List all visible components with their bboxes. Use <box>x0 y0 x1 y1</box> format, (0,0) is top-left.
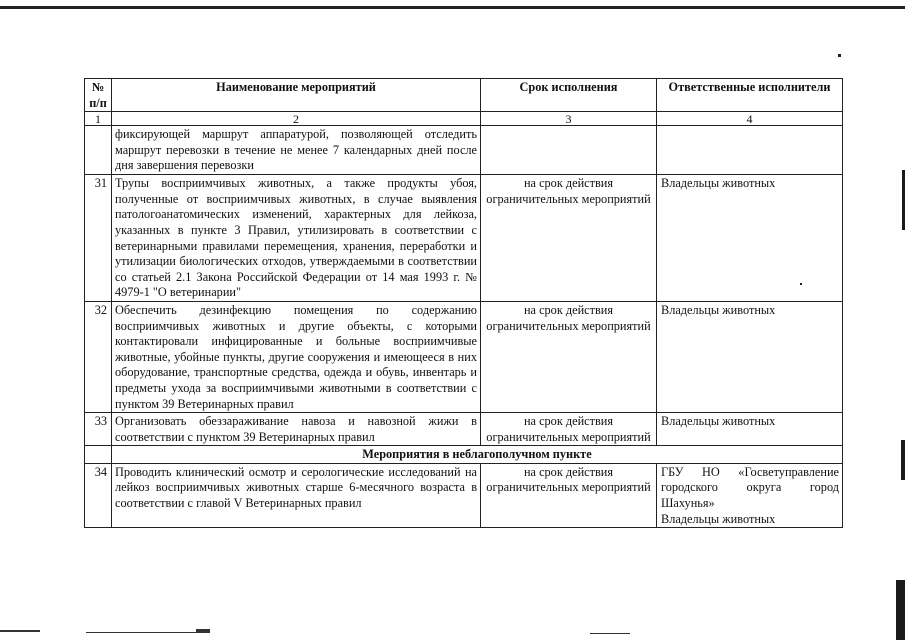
row-responsible <box>657 126 843 175</box>
col-number: 1 <box>85 112 112 126</box>
row-num: 32 <box>85 301 112 412</box>
scan-smudge <box>590 633 630 634</box>
table-row <box>85 413 843 446</box>
table-row <box>85 301 843 412</box>
row-text: фиксирующей маршрут аппаратурой, позволяющей отследить маршрут перевозки в течение не менее 7 календарных дней после дня завершения перевозки <box>112 126 481 175</box>
row-text: Организовать обеззараживание навоза и навозной жижи в соответствии с пунктом 39 Ветеринарных правил <box>112 413 481 446</box>
table-row <box>85 463 843 527</box>
row-responsible <box>657 463 843 527</box>
row-num: 33 <box>85 413 112 446</box>
row-term: на срок действия ограничительных мероприятий <box>481 175 657 302</box>
scan-right-edge <box>901 440 905 480</box>
column-numbers-row <box>85 112 843 126</box>
row-num: 34 <box>85 463 112 527</box>
row-responsible: Владельцы животных <box>657 301 843 412</box>
measures-table <box>84 78 843 528</box>
col-number: 2 <box>112 112 481 126</box>
header-responsible: Ответственные исполнители <box>657 79 843 112</box>
row-term: на срок действия ограничительных мероприятий <box>481 463 657 527</box>
scan-speck <box>838 54 841 57</box>
scan-top-rule <box>0 6 905 9</box>
header-term: Срок исполнения <box>481 79 657 112</box>
row-term: на срок действия ограничительных мероприятий <box>481 301 657 412</box>
row-text: Трупы восприимчивых животных, а также продукты убоя, полученные от восприимчивых животных, в случае выявления патологоанатомических изменений, характерных для лейкоза, указанных в пункте 3 Правил, утилизировать в соответствии с ветеринарными правилами перемещения, хранения, переработки и утилизации биологических отходов, утверждаемыми в соответствии со статьей 2.1 Закона Российской Федерации от 14 мая 1993 г. № 4979-1 "О ветеринарии" <box>112 175 481 302</box>
header-num: № п/п <box>85 79 112 112</box>
scan-smudge <box>0 630 40 632</box>
responsible-org: ГБУ НО «Госветуправление городского округа город Шахунья» <box>661 464 839 511</box>
section-spacer <box>85 446 112 464</box>
section-title: Мероприятия в неблагополучном пункте <box>112 446 843 464</box>
section-row <box>85 446 843 464</box>
row-responsible: Владельцы животных <box>657 413 843 446</box>
row-num <box>85 126 112 175</box>
scan-right-edge <box>896 580 905 640</box>
responsible-owner: Владельцы животных <box>661 511 776 526</box>
table-row <box>85 126 843 175</box>
row-num: 31 <box>85 175 112 302</box>
table-row <box>85 175 843 302</box>
col-number: 4 <box>657 112 843 126</box>
table-header-row <box>85 79 843 112</box>
row-text: Обеспечить дезинфекцию помещения по содержанию восприимчивых животных и другие объекты, с которыми контактировали инфицированные и больные восприимчивые животные, убойные пункты, другие сооружения и имеющееся в них оборудование, транспортные средства, одежда и обувь, инвентарь и предметы ухода за восприимчивыми животными в соответствии с пунктом 39 Ветеринарных правил <box>112 301 481 412</box>
scan-smudge <box>86 632 196 633</box>
header-name: Наименование мероприятий <box>112 79 481 112</box>
row-term: на срок действия ограничительных мероприятий <box>481 413 657 446</box>
col-number: 3 <box>481 112 657 126</box>
row-text: Проводить клинический осмотр и серологические исследований на лейкоз восприимчивых животных старше 6-месячного возраста в соответствии с главой V Ветеринарных правил <box>112 463 481 527</box>
scan-smudge <box>196 629 210 633</box>
row-responsible: Владельцы животных <box>657 175 843 302</box>
row-term <box>481 126 657 175</box>
